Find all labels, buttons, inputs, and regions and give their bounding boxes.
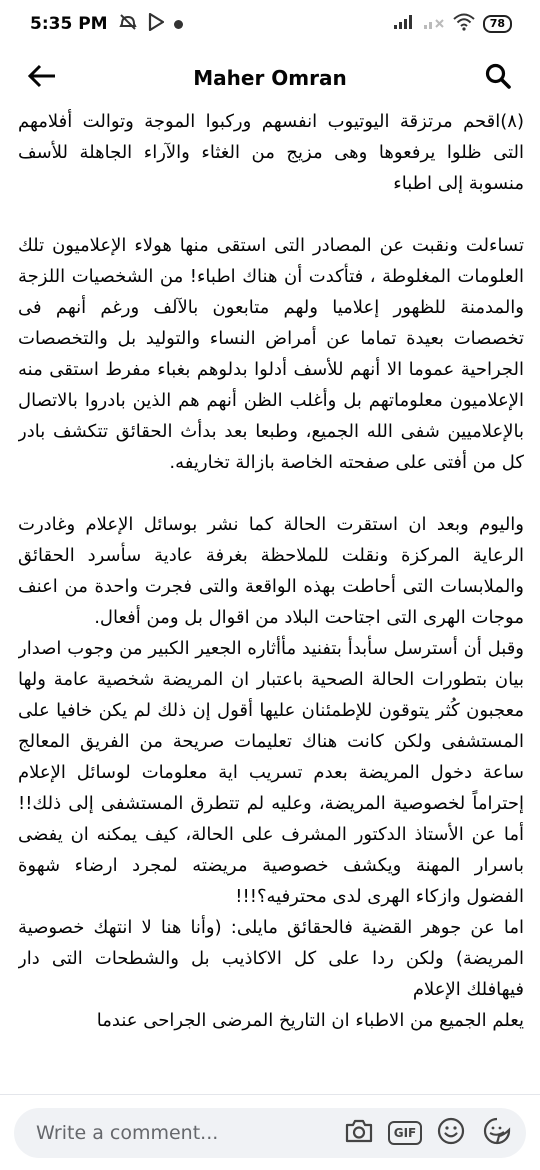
paragraph-spacer (18, 478, 524, 509)
signal-off-icon (423, 14, 445, 35)
post-paragraph-6: يعلم الجميع من الاطباء ان التاريخ المرضى الجراحى عندما (96, 1010, 524, 1031)
battery-icon: 78 (483, 15, 512, 33)
post-paragraph-5: اما عن جوهر القضية فالحقائق مايلى: (وأنا هنا لا انتهك خصوصية المريضة) ولكن ردا على كل الاكاذيب بل والشطحات التى دار فيهافلك الإعلام (18, 917, 524, 1000)
paragraph-spacer (18, 199, 524, 230)
back-button[interactable] (24, 60, 60, 96)
status-bar (0, 0, 540, 48)
back-arrow-icon (27, 64, 57, 92)
post-body (18, 106, 524, 1094)
signal-icon (393, 14, 415, 35)
page-title: Maher Omran (193, 66, 347, 90)
comment-input[interactable] (34, 1121, 336, 1145)
gif-icon: GIF (388, 1121, 423, 1145)
sticker-icon (482, 1116, 512, 1150)
notification-dot-icon (174, 20, 183, 29)
status-right (393, 13, 512, 36)
search-icon (484, 62, 512, 94)
play-store-icon (148, 13, 164, 36)
no-disturb-icon (118, 12, 138, 37)
comment-bar (0, 1094, 540, 1170)
post-paragraph-3: واليوم وبعد ان استقرت الحالة كما نشر بوسائل الإعلام وغادرت الرعاية المركزة ونقلت للملاحظة بغرفة عادية سأسرد الحقائق والملابسات التى أحاطت بهذه الواقعة والتى فجرت واحدة من اعنف موجات الهرى التى اجتاحت البلاد من اقوال بل ومن أفعال. (18, 514, 524, 628)
camera-icon (344, 1118, 374, 1148)
sticker-button[interactable] (474, 1113, 520, 1153)
post-header (0, 50, 540, 106)
camera-button[interactable] (336, 1113, 382, 1153)
wifi-icon (453, 13, 475, 36)
search-button[interactable] (480, 60, 516, 96)
status-left (30, 12, 183, 37)
post-paragraph-4: وقبل أن أسترسل سأبدأ بتفنيد مأأثاره الجعير الكبير من وجوب اصدار بيان بتطورات الحالة الصحية باعتبار ان المريضة شخصية عامة ولها معجبون كُثر يتوقون للإطمئنان عليها أقول إن ذلك لم يكن خافيا على المستشفى ولكن كانت هناك تعليمات صريحة من الفريق المعالج ساعة دخول المريضة بعدم تسريب اية معلومات لوسائل الإعلام إحتراماً لخصوصية المريضة، وعليه لم تتطرق المستشفى إلى ذلك!! أما عن الأستاذ الدكتور المشرف على الحالة، كيف يمكنه ان يفضى باسرار المهنة ويكشف خصوصية مريضته لمجرد ارضاء شهوة الفضول وازكاء الهرى لدى محترفيه؟!!! (18, 638, 524, 907)
status-time: 5:35 PM (30, 14, 108, 34)
gif-button[interactable] (382, 1113, 428, 1153)
emoji-icon (436, 1116, 466, 1150)
post-paragraph-1: (٨)اقحم مرتزقة اليوتيوب انفسهم وركبوا الموجة وتوالت أفلامهم التى ظلوا يرفعوها وهى مزيج من الغثاء والآراء الجاهلة للأسف منسوبة إلى اطباء (18, 111, 524, 194)
comment-box (14, 1108, 526, 1158)
emoji-button[interactable] (428, 1113, 474, 1153)
post-paragraph-2: تساءلت ونقبت عن المصادر التى استقى منها هولاء الإعلاميون تلك العلومات المغلوطة ، فتأكدت أن هناك اطباء! من الشخصيات اللزجة والمدمنة للظهور إعلاميا ولهم متابعون بالآلف ورغم أنهم فى تخصصات بعيدة تماما عن أمراض النساء والتوليد بل والتخصصات الجراحية عموما الا أنهم للأسف أدلوا بدلوهم بغباء مفرط استقى منه الإعلاميون معلوماتهم بل وأغلب الظن أنهم هم الذين بادروا بالاتصال بالإعلاميين شفى الله الجميع، وطبعا بعد بدأث الحقائق تتكشف بادر كل من أفتى على صفحته الخاصة بازالة تخاريفه. (18, 235, 524, 473)
